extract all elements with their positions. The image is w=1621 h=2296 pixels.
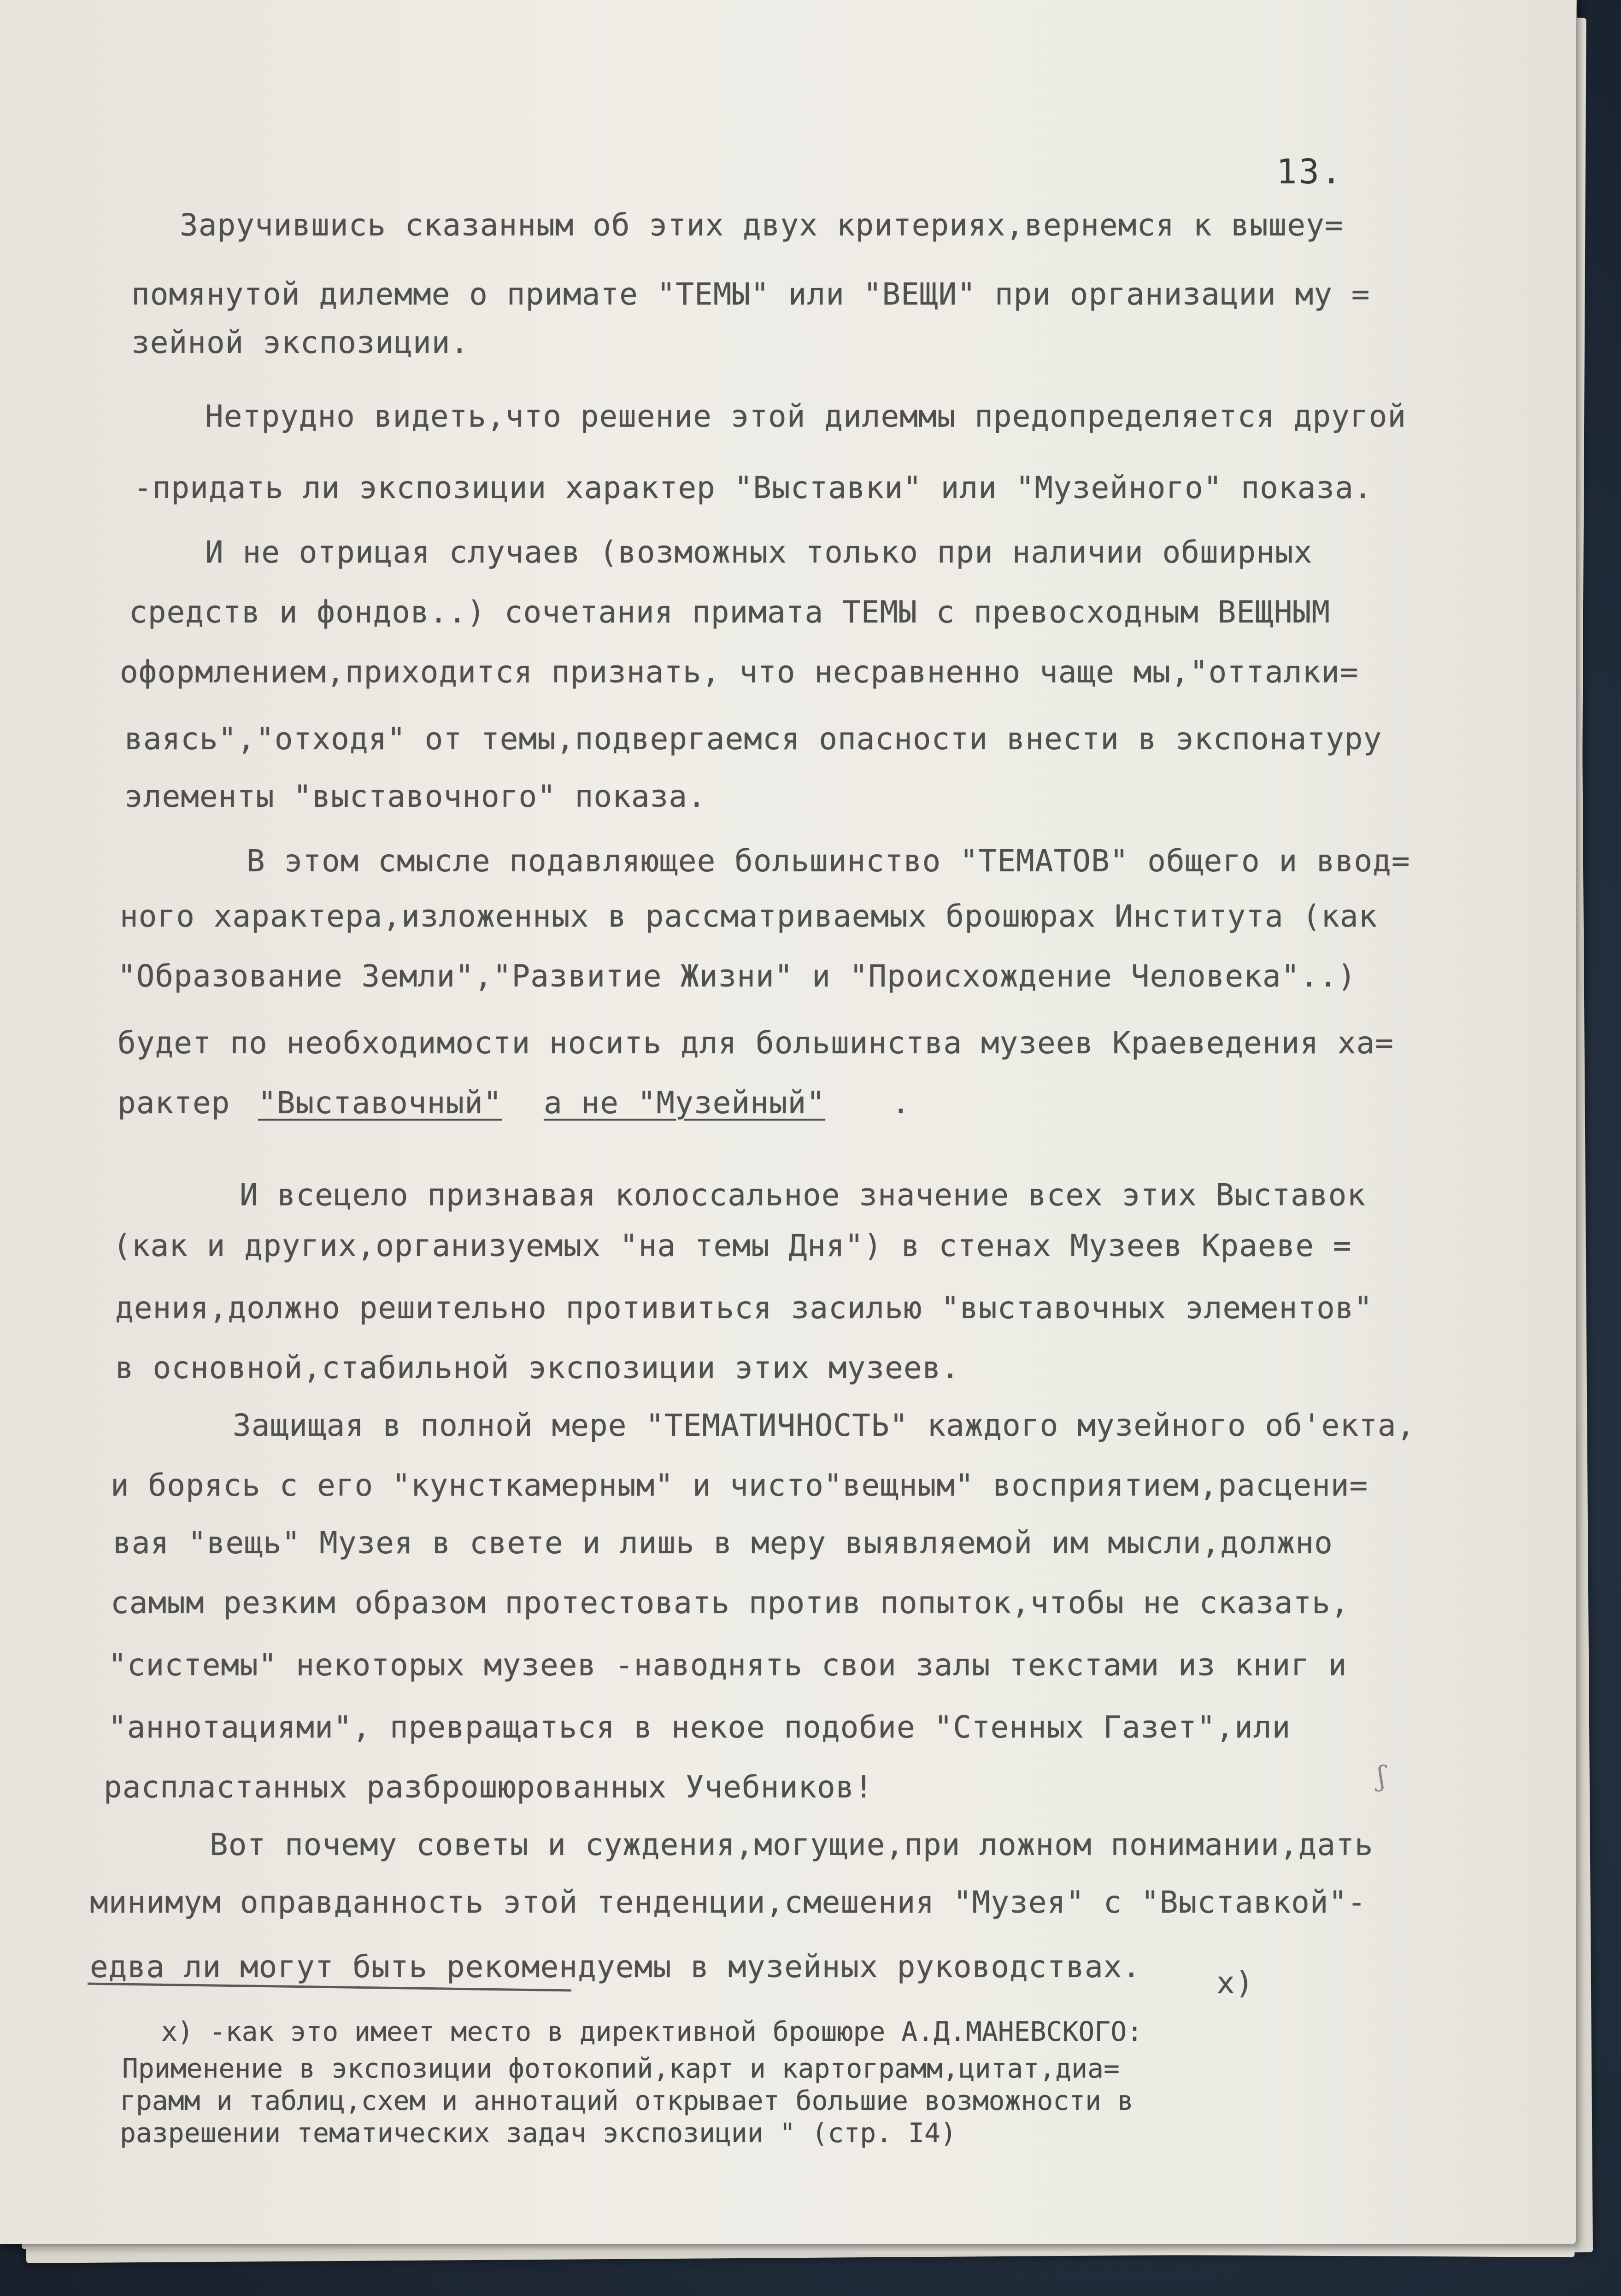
text-line: и борясь с его "кунсткамерным" и чисто"вещным" восприятием,расцени= — [111, 1468, 1368, 1503]
text-line: Защищая в полной мере "ТЕМАТИЧНОСТЬ" каждого музейного об'екта, — [233, 1408, 1415, 1443]
text-line: минимум оправданность этой тенденции,смешения "Музея" с "Выставкой"- — [90, 1885, 1367, 1920]
text-line: распластанных разброшюрованных Учебников! — [104, 1769, 874, 1805]
text-line: Вот почему советы и суждения,могущие,при ложном понимании,дать — [210, 1827, 1374, 1862]
footnote-line: грамм и таблиц,схем и аннотаций открывает большие возможности в — [120, 2085, 1134, 2116]
text-line: Нетрудно видеть,что решение этой дилеммы предопределяется другой — [205, 399, 1407, 434]
text-line: "системы" некоторых музеев -наводнять свои залы текстами из книг и — [108, 1647, 1347, 1683]
text-line: рактер — [117, 1085, 230, 1121]
text-line: "аннотациями", превращаться в некое подобие "Стенных Газет",или — [108, 1709, 1291, 1745]
text-line: И не отрицая случаев (возможных только при наличии обширных — [205, 534, 1313, 570]
text-line: помянутой дилемме о примате "ТЕМЫ" или "ВЕЩИ" при организации му = — [131, 276, 1370, 312]
footnote-line: разрешении тематических задач экспозиции " (стр. I4) — [120, 2117, 957, 2149]
text-line: в основной,стабильной экспозиции этих музеев. — [115, 1350, 960, 1386]
underlined-term: "Выставочный" — [258, 1085, 502, 1121]
text-line: В этом смысле подавляющее большинство "ТЕМАТОВ" общего и ввод= — [247, 843, 1410, 879]
page-number: 13. — [1276, 152, 1344, 192]
text-line: дения,должно решительно противиться засилью "выставочных элементов" — [115, 1290, 1373, 1326]
text-line: оформлением,приходится признать, что несравненно чаще мы,"отталки= — [120, 654, 1359, 690]
text-line: (как и других,организуемых "на темы Дня") в стенах Музеев Краеве = — [113, 1228, 1352, 1263]
footnote-line: х) -как это имеет место в директивной брошюре А.Д.МАНЕВСКОГО: — [161, 2016, 1143, 2047]
text-line: элементы "выставочного" показа. — [124, 779, 706, 814]
text-line: средств и фондов..) сочетания примата ТЕМЫ с превосходным ВЕЩНЫМ — [129, 594, 1331, 630]
underlined-term: а не "Музейный" — [544, 1085, 826, 1121]
text-line: вая "вещь" Музея в свете и лишь в меру выявляемой им мысли,должно — [113, 1525, 1333, 1561]
footnote-marker: х) — [1216, 1965, 1254, 2001]
text-line: ваясь","отходя" от темы,подвергаемся опасности внести в экспонатуру — [124, 721, 1382, 757]
text-line: . — [892, 1085, 910, 1121]
footnote-line: Применение в экспозиции фотокопий,карт и картограмм,цитат,диа= — [122, 2053, 1120, 2084]
text-line: будет по необходимости носить для большинства музеев Краеведения ха= — [117, 1025, 1394, 1061]
text-line: И всецело признавая колоссальное значение всех этих Выставок — [240, 1177, 1366, 1213]
text-line: зейной экспозиции. — [131, 325, 470, 360]
text-line: Заручившись сказанным об этих двух критериях,вернемся к вышеу= — [180, 207, 1344, 243]
text-line: ного характера,изложенных в рассматриваемых брошюрах Института (как — [120, 898, 1378, 934]
text-line: едва ли могут быть рекомендуемы в музейных руководствах. — [90, 1949, 1141, 1985]
text-line: самым резким образом протестовать против попыток,чтобы не сказать, — [111, 1585, 1350, 1621]
pencil-mark-icon: ʃ — [1378, 1760, 1386, 1792]
text-line: "Образование Земли","Развитие Жизни" и "Происхождение Человека"..) — [117, 958, 1357, 994]
text-line: -придать ли экспозиции характер "Выставки" или "Музейного" показа. — [134, 470, 1373, 505]
